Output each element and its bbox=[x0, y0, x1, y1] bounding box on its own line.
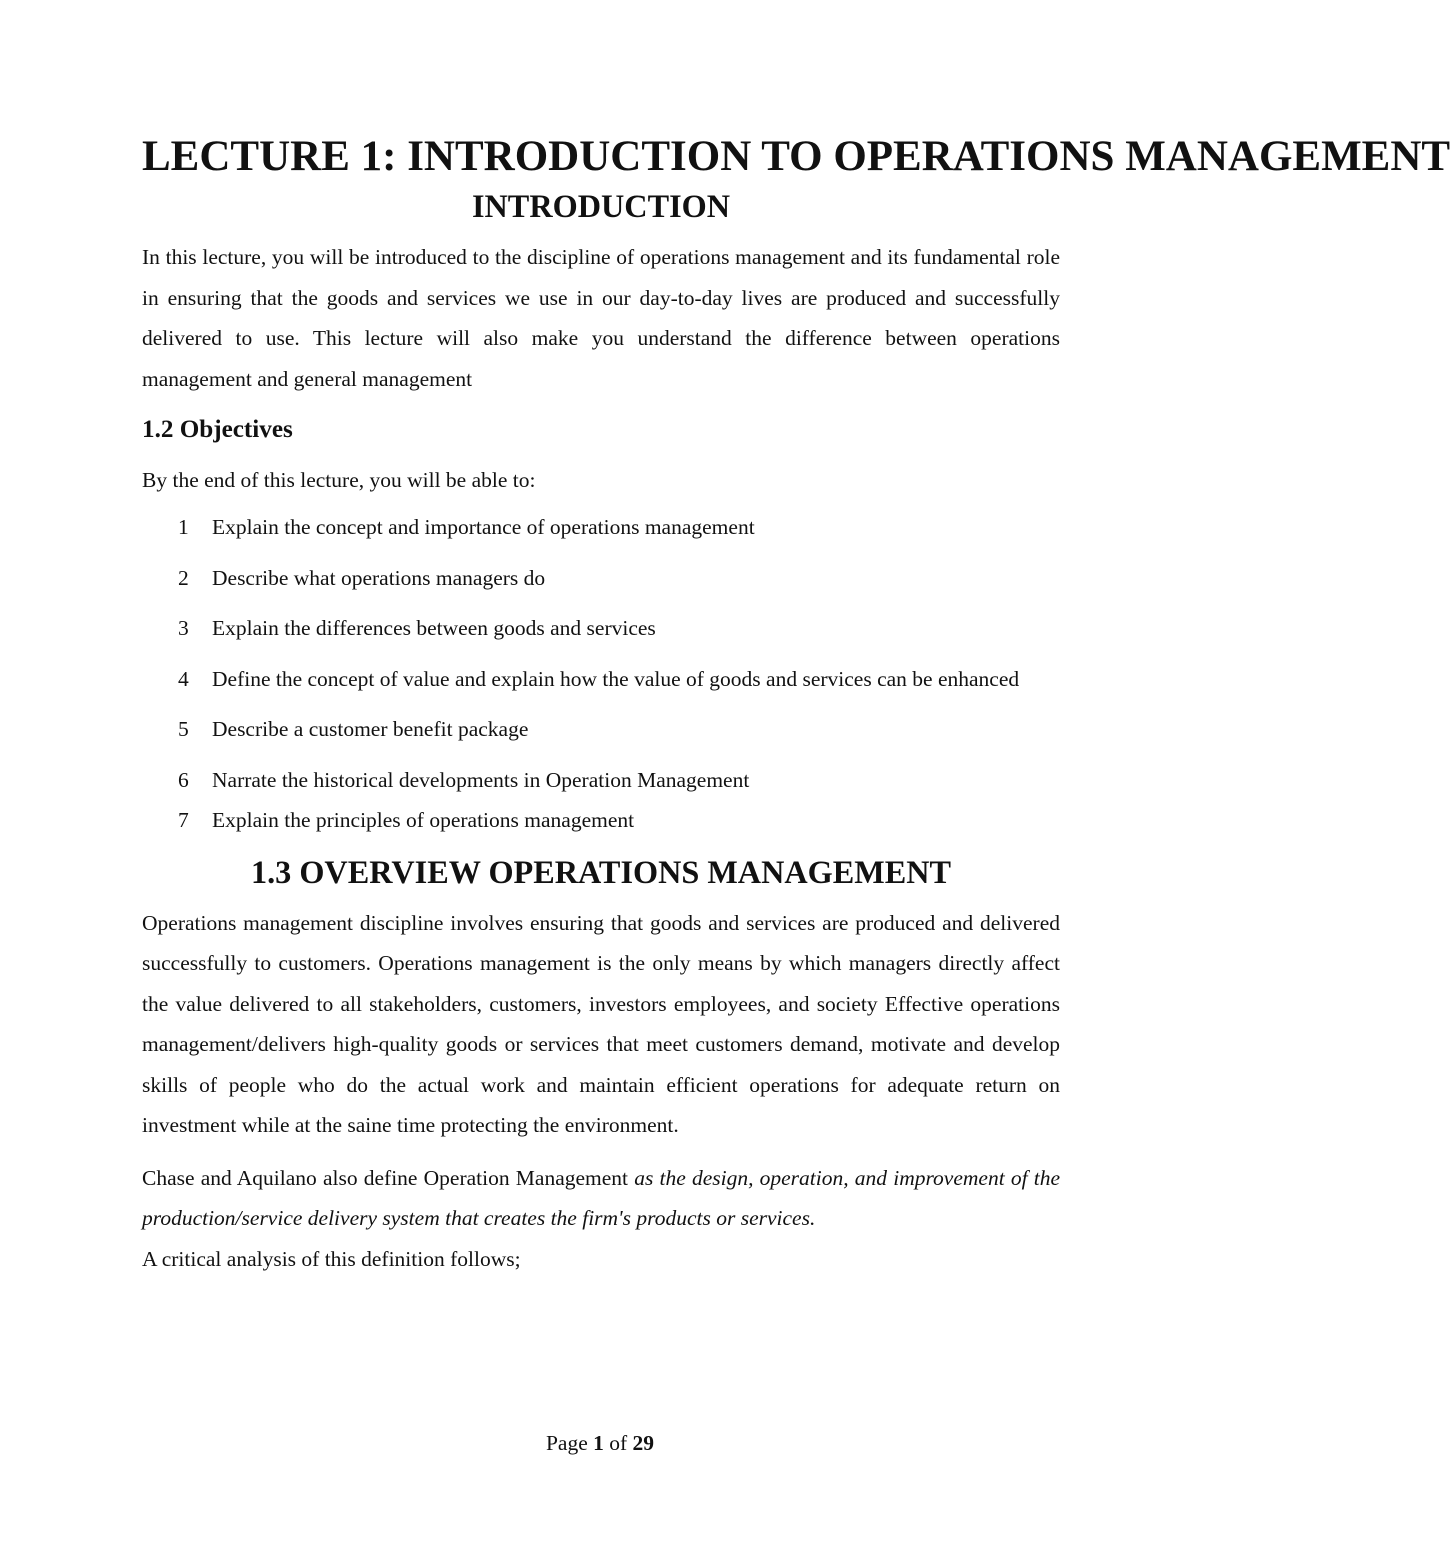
page-content bbox=[142, 133, 1450, 1279]
objective-number: 5 bbox=[178, 717, 189, 741]
definition-intro: Chase and Aquilano also define Operation Management bbox=[142, 1165, 629, 1190]
definition-paragraph bbox=[142, 1158, 1060, 1280]
objective-item bbox=[142, 800, 1060, 841]
objective-item bbox=[142, 558, 1060, 599]
page-total: 29 bbox=[632, 1431, 655, 1455]
objective-item bbox=[142, 760, 1060, 801]
objective-text: Describe a customer benefit package bbox=[212, 717, 529, 741]
objectives-list bbox=[142, 507, 1060, 841]
objective-number: 4 bbox=[178, 666, 189, 691]
objective-text: Define the concept of value and explain how the value of goods and services can be enhanced bbox=[212, 666, 1020, 691]
objective-item bbox=[142, 608, 1060, 649]
objective-text: Explain the principles of operations management bbox=[212, 808, 635, 832]
definition-followup: A critical analysis of this definition follows; bbox=[142, 1246, 521, 1271]
objective-text: Explain the differences between goods and services bbox=[212, 616, 656, 640]
introduction-paragraph: In this lecture, you will be introduced to the discipline of operations management and its fundamental role in ensuring that the goods and services we use in our day-to-day lives are produced and successfully delivered to use. This lecture will also make you understand the difference between operations management and general management bbox=[142, 245, 1060, 391]
objective-item bbox=[142, 659, 1060, 700]
objective-item bbox=[142, 507, 1060, 548]
page-of: of bbox=[609, 1431, 628, 1455]
page-current: 1 bbox=[593, 1431, 604, 1455]
objective-text: Explain the concept and importance of operations management bbox=[212, 515, 755, 539]
overview-heading: 1.3 OVERVIEW OPERATIONS MANAGEMENT bbox=[250, 853, 952, 890]
page-footer bbox=[0, 1428, 1200, 1458]
introduction-heading: INTRODUCTION bbox=[471, 188, 731, 224]
objective-number: 6 bbox=[178, 767, 189, 792]
overview-paragraph: Operations management discipline involves ensuring that goods and services are produced and delivered successfully to customers. Operations management is the only means by which managers directly affect the value delivered to all stakeholders, customers, investors employees, and society Effective operations management/delivers high-quality goods or services that meet customers demand, motivate and develop skills of people who do the actual work and maintain efficient operations for adequate return on investment while at the saine time protecting the environment. bbox=[142, 910, 1060, 1137]
objective-number: 1 bbox=[178, 515, 189, 539]
objective-text: Narrate the historical developments in Operation Management bbox=[212, 767, 750, 792]
objectives-heading: 1.2 Objectives bbox=[142, 416, 293, 443]
objective-number: 3 bbox=[178, 616, 189, 640]
page-label: Page bbox=[545, 1431, 588, 1455]
objective-item bbox=[142, 709, 1060, 750]
lecture-title: LECTURE 1: INTRODUCTION TO OPERATIONS MANAGEMENT bbox=[142, 133, 1450, 180]
objective-number: 2 bbox=[178, 565, 189, 590]
objective-text: Describe what operations managers do bbox=[212, 565, 546, 590]
definition-quote: as the design, operation, and improvement of the production/service delivery system that creates the firm's products or services. bbox=[142, 1165, 1061, 1230]
objective-number: 7 bbox=[178, 808, 189, 832]
objectives-lead: By the end of this lecture, you will be able to: bbox=[142, 468, 536, 492]
